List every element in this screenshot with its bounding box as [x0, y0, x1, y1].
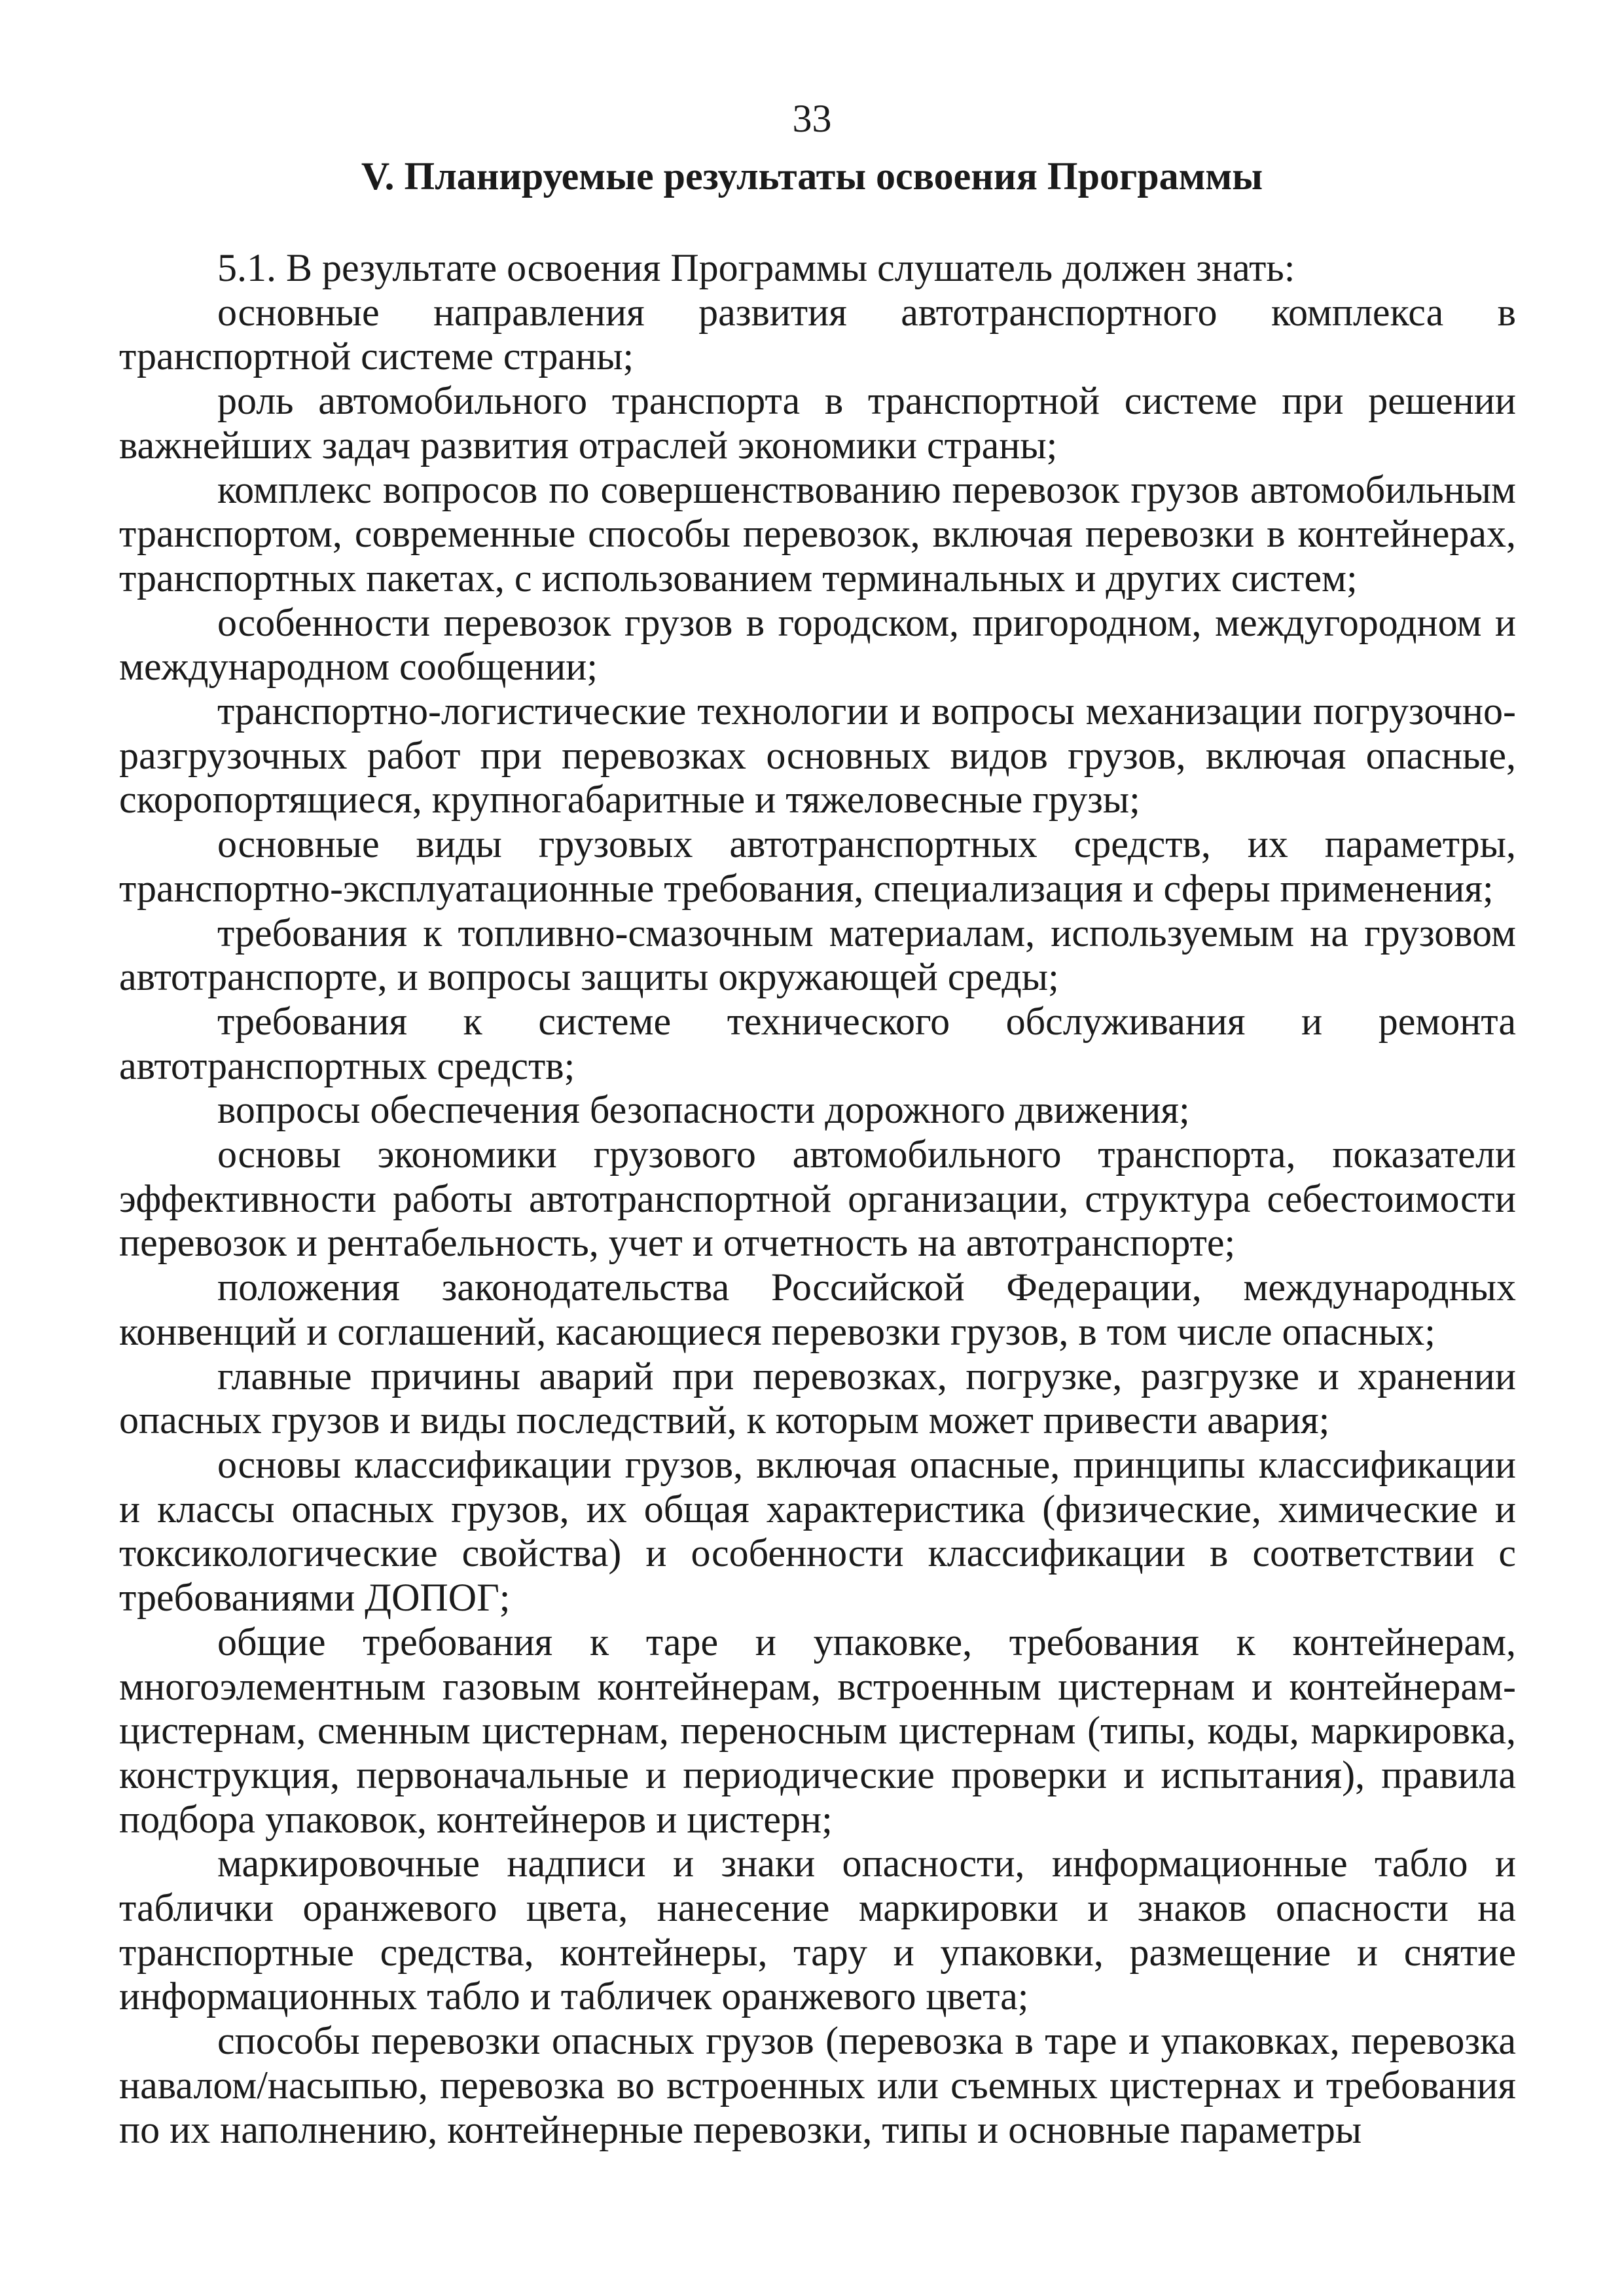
section-title: V. Планируемые результаты освоения Программы	[361, 155, 1263, 198]
paragraph: положения законодательства Российской Федерации, международных конвенций и соглашений, касающиеся перевозки грузов, в том числе опасных;	[119, 1266, 1516, 1353]
page-number: 33	[792, 97, 832, 140]
paragraph: особенности перевозок грузов в городском, пригородном, междугородном и международном сообщении;	[119, 600, 1516, 689]
paragraph: основы классификации грузов, включая опасные, принципы классификации и классы опасных грузов, их общая характеристика (физические, химические и токсикологические свойства) и особенности классификации в соответствии с требованиями ДОПОГ;	[119, 1442, 1516, 1620]
paragraph: основные виды грузовых автотранспортных средств, их параметры, транспортно-эксплуатационные требования, специализация и сферы применения;	[119, 822, 1516, 910]
paragraph: требования к топливно-смазочным материалам, используемым на грузовом автотранспорте, и вопросы защиты окружающей среды;	[119, 911, 1516, 999]
document-body	[119, 246, 1516, 2152]
paragraph: комплекс вопросов по совершенствованию перевозок грузов автомобильным транспортом, современные способы перевозок, включая перевозки в контейнерах, транспортных пакетах, с использованием терминальных и других систем;	[119, 467, 1516, 600]
paragraph: 5.1. В результате освоения Программы слушатель должен знать:	[217, 246, 1295, 289]
paragraph: транспортно-логистические технологии и вопросы механизации погрузочно-разгрузочных работ при перевозках основных видов грузов, включая опасные, скоропортящиеся, крупногабаритные и тяжеловесные грузы;	[119, 689, 1516, 822]
paragraph: основные направления развития автотранспортного комплекса в транспортной системе страны;	[119, 290, 1516, 378]
paragraph: роль автомобильного транспорта в транспортной системе при решении важнейших задач развития отраслей экономики страны;	[119, 379, 1516, 467]
paragraph: основы экономики грузового автомобильного транспорта, показатели эффективности работы автотранспортной организации, структура себестоимости перевозок и рентабельность, учет и отчетность на автотранспорте;	[119, 1133, 1516, 1265]
paragraph: главные причины аварий при перевозках, погрузке, разгрузке и хранении опасных грузов и виды последствий, к которым может привести авария;	[119, 1354, 1516, 1442]
paragraph: требования к системе технического обслуживания и ремонта автотранспортных средств;	[119, 999, 1516, 1087]
paragraph: маркировочные надписи и знаки опасности, информационные табло и таблички оранжевого цвета, нанесение маркировки и знаков опасности на транспортные средства, контейнеры, тару и упаковки, размещение и снятие информационных табло и табличек оранжевого цвета;	[119, 1842, 1516, 2018]
paragraph: общие требования к таре и упаковке, требования к контейнерам, многоэлементным газовым контейнерам, встроенным цистернам и контейнерам-цистернам, сменным цистернам, переносным цистернам (типы, коды, маркировка, конструкция, первоначальные и периодические проверки и испытания), правила подбора упаковок, контейнеров и цистерн;	[119, 1620, 1516, 1841]
paragraph: способы перевозки опасных грузов (перевозка в таре и упаковках, перевозка навалом/насыпью, перевозка во встроенных или съемных цистернах и требования по их наполнению, контейнерные перевозки, типы и основные параметры	[119, 2019, 1516, 2151]
paragraph: вопросы обеспечения безопасности дорожного движения;	[217, 1088, 1190, 1132]
